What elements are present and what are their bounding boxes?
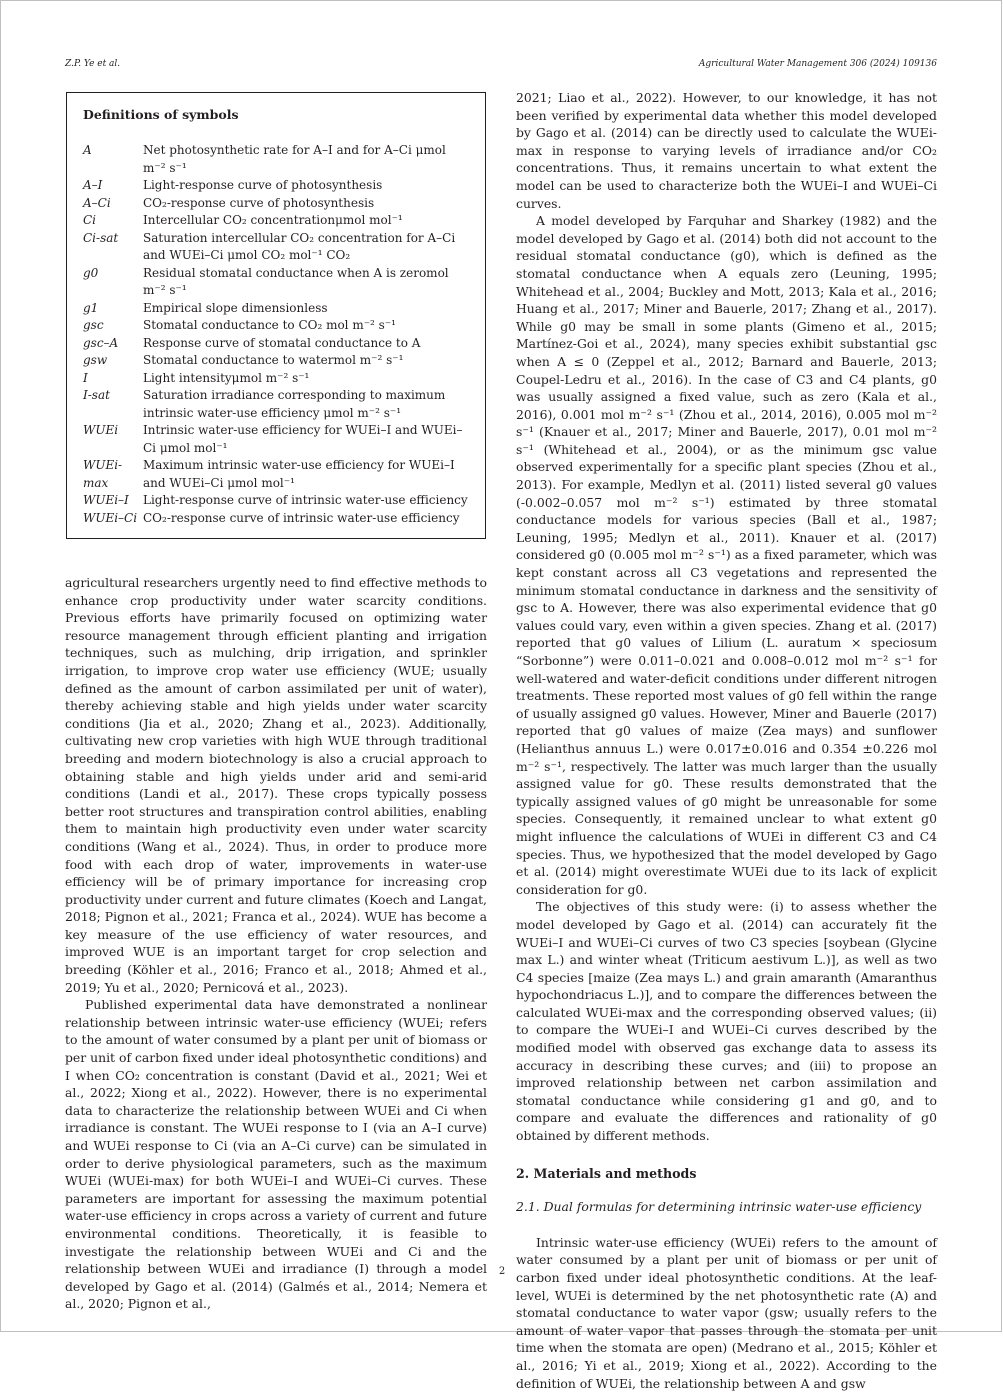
symbol-term: WUEi–I [83, 493, 129, 507]
symbol-row [83, 300, 469, 318]
symbol-term: WUEi [83, 423, 119, 437]
symbol-row [83, 212, 469, 230]
symbol-row [83, 492, 469, 510]
symbol-definition: CO₂-response curve of intrinsic water-use efficiency [143, 510, 460, 525]
symbol-term: gsw [83, 353, 108, 367]
symbol-row [83, 510, 469, 528]
symbol-definition: Net photosynthetic rate for A–I and for A–Ci μmol m⁻² s⁻¹ [143, 143, 446, 175]
symbol-definition: Saturation intercellular CO₂ concentration for A–Ci and WUEi–Ci μmol CO₂ mol⁻¹ CO₂ [143, 230, 456, 262]
left-column [65, 574, 487, 1313]
symbol-row [83, 317, 469, 335]
running-header-authors: Z.P. Ye et al. [65, 59, 121, 69]
symbol-term: g1 [83, 300, 99, 315]
symbols-list [83, 142, 469, 527]
symbol-row [83, 422, 469, 457]
symbol-term: Ci-sat [83, 230, 119, 245]
symbol-definition: Empirical slope dimensionless [143, 300, 328, 315]
symbol-term: I-sat [83, 388, 110, 402]
symbol-definition: Stomatal conductance to watermol m⁻² s⁻¹ [143, 353, 404, 367]
symbol-definition: Light-response curve of intrinsic water-use efficiency [143, 493, 468, 507]
symbol-definition: Maximum intrinsic water-use efficiency for WUEi–I and WUEi–Ci μmol mol⁻¹ [143, 458, 455, 490]
symbol-definition: CO₂-response curve of photosynthesis [143, 195, 375, 210]
symbol-term: gsc–A [83, 335, 119, 350]
symbol-definition: Light-response curve of photosynthesis [143, 178, 383, 192]
symbol-row [83, 230, 469, 265]
section-heading: 2. Materials and methods [516, 1165, 697, 1181]
symbol-row [83, 265, 469, 300]
symbols-title: Definitions of symbols [83, 107, 239, 122]
symbol-term: A [83, 143, 92, 157]
symbol-term: WUEi–Ci [83, 510, 138, 525]
running-header-journal: Agricultural Water Management 306 (2024) 109136 [698, 59, 937, 69]
paragraph: agricultural researchers urgently need to find effective methods to enhance crop productivity under water scarcity conditions. Previous efforts have primarily focused on optimizing water resource management through efficient planting and irrigation techniques, such as mulching, drip irrigation, and sprinkler irrigation, to improve crop water use efficiency (WUE; usually defined as the amount of carbon assimilated per unit of water), thereby achieving stable and high yields under water scarcity conditions (Jia et al., 2020; Zhang et al., 2023). Additionally, cultivating new crop varieties with high WUE through traditional breeding and modern biotechnology is also a crucial approach to obtaining stable and high yields under arid and semi-arid conditions (Landi et al., 2017). These crops typically possess better root structures and transpiration control abilities, enabling them to maintain high productivity even under water scarcity conditions (Wang et al., 2024). Thus, in order to produce more food with each drop of water, improvements in water-use efficiency will be of primary importance for increasing crop productivity under current and future climates (Koech and Langat, 2018; Pignon et al., 2021; Franca et al., 2024). WUE has become a key measure of the use efficiency of water resources, and improved WUE is an important target for crop selection and breeding (Köhler et al., 2016; Franco et al., 2018; Ahmed et al., 2019; Yu et al., 2020; Pernicová et al., 2023). [65, 575, 487, 995]
right-column [516, 89, 937, 1392]
paragraph: A model developed by Farquhar and Sharkey (1982) and the model developed by Gago et al. (2014) both did not account to the residual stomatal conductance (g0), which is defined as the stomatal conductance when A equals zero (Leuning, 1995; Whitehead et al., 2004; Buckley and Mott, 2013; Kala et al., 2016; Huang et al., 2017; Miner and Bauerle, 2017; Zhang et al., 2017). While g0 may be small in some plants (Gimeno et al., 2015; Martínez-Goi et al., 2024), many species exhibit substantial gsc when A ≤ 0 (Zeppel et al., 2012; Barnard and Bauerle, 2013; Coupel-Ledru et al., 2016). In the case of C3 and C4 plants, g0 was usually assigned a fixed value, such as zero (Kala et al., 2016), 0.001 mol m⁻² s⁻¹ (Zhou et al., 2014, 2016), 0.005 mol m⁻² s⁻¹ (Knauer et al., 2017; Miner and Bauerle, 2017), 0.01 mol m⁻² s⁻¹ (Whitehead et al., 2004), or as the minimum gsc value observed experimentally for a specific plant species (Zhou et al., 2013). For example, Medlyn et al. (2011) listed several g0 values (-0.002–0.057 mol m⁻² s⁻¹) estimated by three stomatal conductance models for various species (Ball et al., 1987; Leuning, 1995; Medlyn et al., 2011). Knauer et al. (2017) considered g0 (0.005 mol m⁻² s⁻¹) as a fixed parameter, which was kept constant across all C3 vegetations and represented the minimum stomatal conductance in darkness and the sensitivity of gsc to A. However, there was also experimental evidence that g0 values could vary, even within a given species. Zhang et al. (2017) reported that g0 values of Lilium (L. auratum × speciosum “Sorbonne”) were 0.011–0.021 and 0.008–0.012 mol m⁻² s⁻¹ for well-watered and water-deficit conditions under different nitrogen treatments. These reported most values of g0 fell within the range of usually assigned g0 values. However, Miner and Bauerle (2017) reported that g0 values of maize (Zea mays) and sunflower (Helianthus annuus L.) were 0.017±0.016 and 0.354 ±0.226 mol m⁻² s⁻¹, respectively. The latter was much larger than the usually assigned value for g0. These results demonstrated that the typically assigned values of g0 might be unreasonable for some species. Consequently, it remained unclear to what extent g0 might influence the calculations of WUEi in different C3 and C4 species. Thus, we hypothesized that the model developed by Gago et al. (2014) might overestimate WUEi due to its lack of explicit consideration for g0. [516, 213, 937, 897]
symbol-term: A–Ci [83, 195, 111, 210]
symbol-row [83, 370, 469, 388]
paragraph: 2021; Liao et al., 2022). However, to our knowledge, it has not been verified by experimental data whether this model developed by Gago et al. (2014) can be directly used to calculate the WUEi-max in response to varying levels of irradiance and/or CO₂ concentrations. Thus, it remains uncertain to what extent the model can be used to characterize both the WUEi–I and WUEi–Ci curves. [516, 90, 937, 211]
symbol-row [83, 195, 469, 213]
symbols-box [66, 92, 486, 539]
symbol-definition: Light intensityμmol m⁻² s⁻¹ [143, 370, 310, 385]
symbol-term: WUEi-max [83, 458, 123, 490]
paragraph: Intrinsic water-use efficiency (WUEi) refers to the amount of water consumed by a plant per unit of biomass or per unit of carbon fixed under ideal photosynthetic conditions. At the leaf-level, WUEi is determined by the net photosynthetic rate (A) and stomatal conductance to water vapor (gsw; usually refers to the amount of water vapor that passes through the stomata per unit time when the stomata are open) (Medrano et al., 2015; Köhler et al., 2016; Yi et al., 2019; Xiong et al., 2022). According to the definition of WUEi, the relationship between A and gsw [516, 1234, 937, 1391]
symbol-row [83, 142, 469, 177]
symbol-row [83, 177, 469, 195]
symbol-row [83, 457, 469, 492]
paragraph: The objectives of this study were: (i) to assess whether the model developed by Gago et al. (2014) can accurately fit the WUEi–I and WUEi–Ci curves of two C3 species [soybean (Glycine max L.) and winter wheat (Triticum aestivum L.)], as well as two C4 species [maize (Zea mays L.) and grain amaranth (Amaranthus hypochondriacus L.)], and to compare the differences between the calculated WUEi-max and the corresponding observed values; (ii) to compare the WUEi–I and WUEi–Ci curves described by the modified model with observed gas exchange data to assess its accuracy in describing these curves; and (iii) to propose an improved relationship between net carbon assimilation and stomatal conductance while considering g1 and g0, and to compare and evaluate the differences and rationality of g0 obtained by different methods. [516, 899, 937, 1144]
symbol-term: gsc [83, 318, 104, 332]
symbol-term: I [83, 370, 88, 385]
symbol-term: g0 [83, 265, 99, 280]
symbol-row [83, 352, 469, 370]
symbol-row [83, 335, 469, 353]
symbol-definition: Intrinsic water-use efficiency for WUEi–I and WUEi–Ci μmol mol⁻¹ [143, 423, 463, 455]
symbol-term: Ci [83, 213, 97, 227]
symbol-definition: Residual stomatal conductance when A is zeromol m⁻² s⁻¹ [143, 265, 449, 297]
symbol-definition: Intercellular CO₂ concentrationμmol mol⁻¹ [143, 213, 403, 227]
symbol-definition: Saturation irradiance corresponding to maximum intrinsic water-use efficiency μmol m⁻² s⁻¹ [143, 388, 446, 420]
subsection-heading: 2.1. Dual formulas for determining intrinsic water-use efficiency [516, 1199, 922, 1215]
symbol-definition: Stomatal conductance to CO₂ mol m⁻² s⁻¹ [143, 318, 396, 332]
paragraph: Published experimental data have demonstrated a nonlinear relationship between intrinsic water-use efficiency (WUEi; refers to the amount of water consumed by a plant per unit of biomass or per unit of carbon fixed under ideal photosynthetic conditions) and I when CO₂ concentration is constant (David et al., 2021; Wei et al., 2022; Xiong et al., 2022). However, there is no experimental data to characterize the relationship between WUEi and Ci when irradiance is constant. The WUEi response to I (via an A–I curve) and WUEi response to Ci (via an A–Ci curve) can be simulated in order to derive physiological parameters, such as the maximum WUEi (WUEi-max) for both WUEi–I and WUEi–Ci curves. These parameters are important for assessing the maximum potential water-use efficiency in crops across a variety of current and future environmental conditions. Theoretically, it is feasible to investigate the relationship between WUEi and Ci and the relationship between WUEi and irradiance (I) through a model developed by Gago et al. (2014) (Galmés et al., 2014; Nemera et al., 2020; Pignon et al., [65, 997, 487, 1312]
symbol-row [83, 387, 469, 422]
symbol-term: A–I [83, 178, 103, 192]
page-number: 2 [498, 1266, 506, 1277]
symbol-definition: Response curve of stomatal conductance to A [143, 335, 421, 350]
